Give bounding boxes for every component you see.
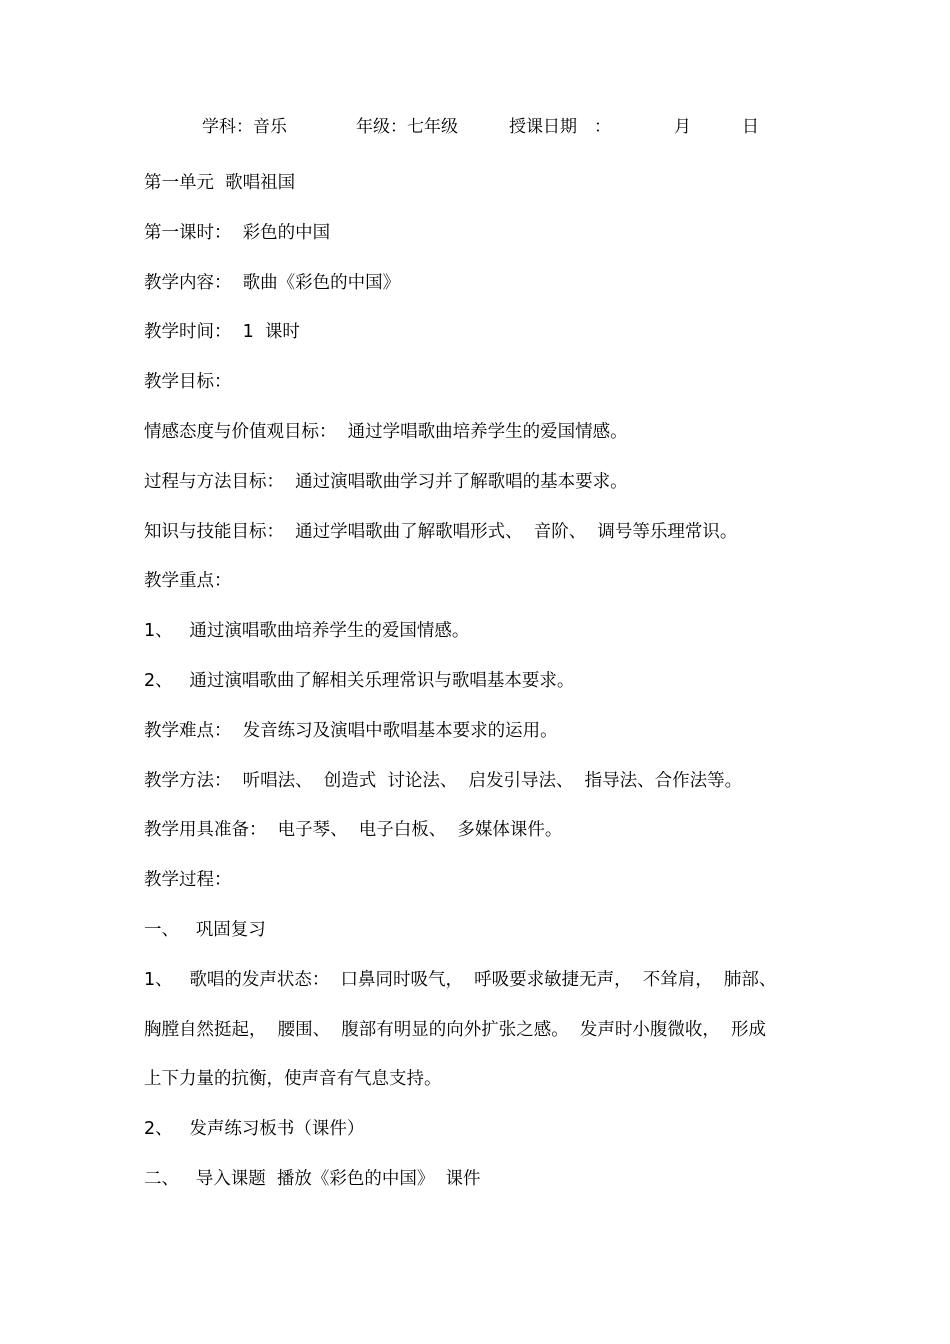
objective-emotion: 情感态度与价值观目标： 通过学唱歌曲培养学生的爱国情感。 bbox=[144, 421, 628, 442]
teaching-time: 教学时间： 1 课时 bbox=[144, 322, 300, 343]
key-points-heading: 教学重点： bbox=[144, 571, 232, 592]
objectives-heading: 教学目标： bbox=[144, 372, 232, 393]
review-item-1-end: 上下力量的抗衡，使声音有气息支持。 bbox=[144, 1069, 442, 1090]
review-item-1-cont: 胸膛自然挺起， 腰围、 腹部有明显的向外扩张之感。 发声时小腹微收， 形成 bbox=[144, 1019, 766, 1040]
key-point-1: 1、 通过演唱歌曲培养学生的爱国情感。 bbox=[144, 621, 470, 642]
review-item-1: 1、 歌唱的发声状态： 口鼻同时吸气， 呼吸要求敏捷无声， 不耸肩， 肺部、 bbox=[144, 969, 777, 990]
lesson-header bbox=[0, 114, 950, 140]
subject-label: 学科：音乐 bbox=[202, 117, 287, 137]
unit-title: 第一单元 歌唱祖国 bbox=[144, 173, 296, 193]
key-point-2: 2、 通过演唱歌曲了解相关乐理常识与歌唱基本要求。 bbox=[144, 670, 575, 691]
date-label: 授课日期 ： bbox=[509, 117, 611, 137]
teaching-content: 教学内容： 歌曲《彩色的中国》 bbox=[144, 272, 401, 293]
grade-label: 年级：七年级 bbox=[356, 117, 458, 137]
section-intro: 二、 导入课题 播放《彩色的中国》 课件 bbox=[144, 1168, 481, 1189]
day-label: 日 bbox=[742, 117, 759, 137]
objective-knowledge: 知识与技能目标： 通过学唱歌曲了解歌唱形式、 音阶、 调号等乐理常识。 bbox=[144, 521, 738, 542]
difficulty: 教学难点： 发音练习及演唱中歌唱基本要求的运用。 bbox=[144, 720, 558, 741]
teaching-methods: 教学方法： 听唱法、 创造式 讨论法、 启发引导法、 指导法、合作法等。 bbox=[144, 770, 743, 791]
objective-process: 过程与方法目标： 通过演唱歌曲学习并了解歌唱的基本要求。 bbox=[144, 471, 628, 492]
section-review: 一、 巩固复习 bbox=[144, 919, 266, 940]
lesson-title: 第一课时： 彩色的中国 bbox=[144, 222, 331, 243]
lesson-body bbox=[144, 169, 824, 1215]
process-heading: 教学过程： bbox=[144, 870, 232, 891]
review-item-2: 2、 发声练习板书（课件） bbox=[144, 1119, 365, 1140]
teaching-tools: 教学用具准备： 电子琴、 电子白板、 多媒体课件。 bbox=[144, 820, 563, 841]
month-label: 月 bbox=[674, 117, 691, 137]
